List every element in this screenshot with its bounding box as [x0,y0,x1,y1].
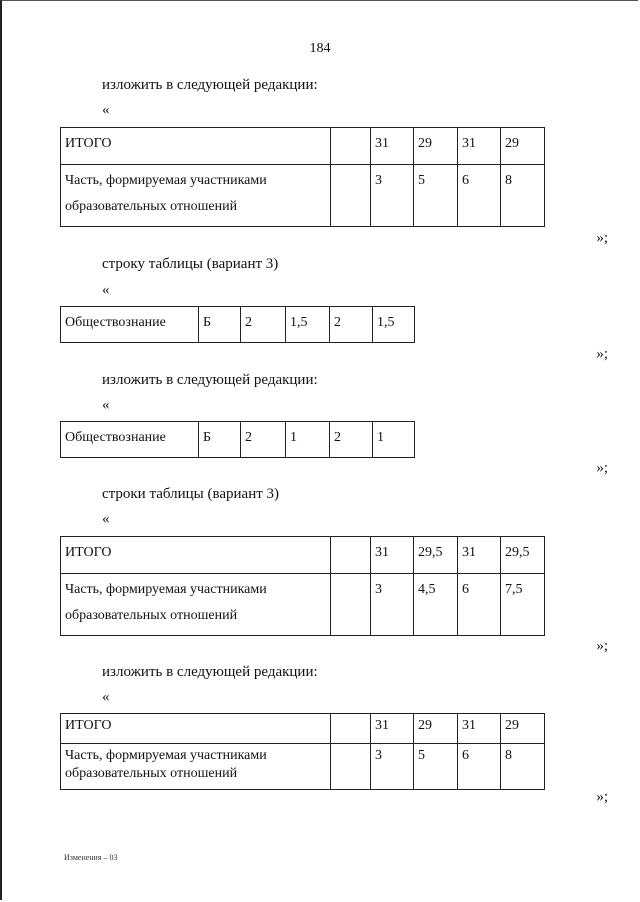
close-quote: »; [596,230,608,246]
table-cell: 1 [286,422,330,458]
table-cell: 29 [414,714,458,744]
table-cell: 5 [414,165,458,227]
table-5 [60,713,545,790]
table-cell: 1,5 [286,307,330,343]
table-cell: 4,5 [414,574,458,636]
table-row [61,422,415,458]
instruction-row-variant-3: строку таблицы (вариант 3) [102,256,279,272]
table-cell: Часть, формируемая участниками образовательных отношений [61,165,331,227]
table-cell: 1 [373,422,415,458]
page-number: 184 [309,41,331,56]
table-cell: 29 [501,714,545,744]
table-cell [331,537,371,574]
close-quote: »; [596,789,608,805]
table-cell: 29,5 [501,537,545,574]
open-quote: « [102,689,110,705]
table-cell [331,744,371,790]
table-cell: 6 [458,744,501,790]
table-cell [331,714,371,744]
table-row [61,128,545,165]
open-quote: « [102,282,110,298]
table-cell: 29 [414,128,458,165]
table-row [61,165,545,227]
table-cell [331,165,371,227]
footer-note: Изменения – 03 [64,853,118,862]
table-cell: Часть, формируемая участниками образовательных отношений [61,744,331,790]
table-cell: 31 [458,537,501,574]
table-cell: 31 [371,537,414,574]
table-3 [60,421,415,458]
table-row [61,537,545,574]
table-row [61,714,545,744]
table-cell: 2 [241,422,286,458]
table-cell: ИТОГО [61,714,331,744]
table-cell: 3 [371,165,414,227]
table-cell: 2 [330,422,373,458]
table-cell [331,128,371,165]
open-quote: « [102,511,110,527]
instruction-rows-variant-3: строки таблицы (вариант 3) [102,486,280,502]
table-4 [60,536,545,636]
table-cell: Б [199,422,241,458]
table-row [61,574,545,636]
table-cell: Б [199,307,241,343]
table-cell: 3 [371,574,414,636]
table-cell: 31 [458,128,501,165]
table-cell: 8 [501,165,545,227]
table-cell: 31 [371,714,414,744]
instruction-edit-2: изложить в следующей редакции: [102,372,318,388]
instruction-edit-1: изложить в следующей редакции: [102,77,318,93]
table-cell: 3 [371,744,414,790]
table-1 [60,127,545,227]
open-quote: « [102,397,110,413]
table-cell: 7,5 [501,574,545,636]
table-cell: Часть, формируемая участниками образовательных отношений [61,574,331,636]
close-quote: »; [596,638,608,654]
table-row [61,307,415,343]
table-cell: 6 [458,574,501,636]
table-cell [331,574,371,636]
table-cell: 2 [330,307,373,343]
table-cell: ИТОГО [61,128,331,165]
open-quote: « [102,102,110,118]
table-cell: 31 [371,128,414,165]
table-cell: 2 [241,307,286,343]
close-quote: »; [596,346,608,362]
table-cell: 31 [458,714,501,744]
table-cell: ИТОГО [61,537,331,574]
table-cell: 5 [414,744,458,790]
table-2 [60,306,415,343]
table-cell: 1,5 [373,307,415,343]
table-cell: 8 [501,744,545,790]
table-cell: Обществознание [61,422,199,458]
table-cell: 6 [458,165,501,227]
table-cell: 29,5 [414,537,458,574]
instruction-edit-3: изложить в следующей редакции: [102,664,318,680]
table-cell: 29 [501,128,545,165]
table-cell: Обществознание [61,307,199,343]
table-row [61,744,545,790]
close-quote: »; [596,460,608,476]
